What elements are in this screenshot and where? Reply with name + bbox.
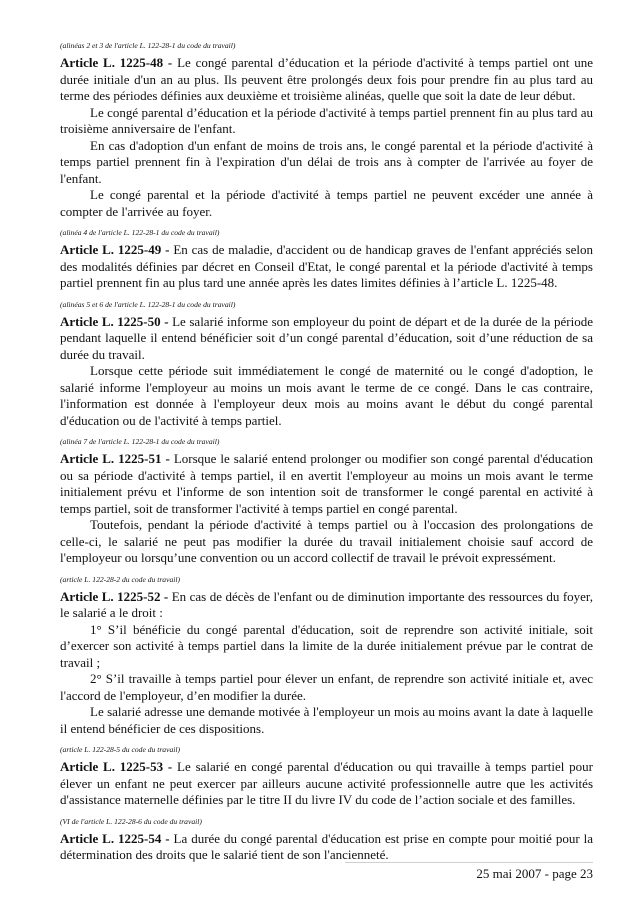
article-text: La durée du congé parental d'éducation est prise en compte pour moitié pour la détermination des droits que le salarié tient de son l'ancienneté. (60, 830, 593, 862)
article-number: Article L. 1225-49 - (60, 242, 170, 257)
source-reference: (VI de l'article L. 122-28-6 du code du travail) (60, 816, 202, 826)
indented-paragraph: Toutefois, pendant la période d'activité à temps partiel ou à l'occasion des prolongations de celle-ci, le salarié ne peut pas modifier la durée du travail initialement choisie sauf accord de l'employeur ou lorsqu’une convention ou un accord collectif de travail le prévoit expressément. (60, 517, 593, 565)
article-text: En cas de maladie, d'accident ou de handicap graves de l'enfant appréciés selon des modalités définies par décret en Conseil d'Etat, le congé parental et la période d'activité à temps partiel prennent fin au plus tard une année après les dates limites définies à l’article L. 1225-48. (60, 242, 593, 290)
article-paragraph (60, 759, 593, 809)
article-text: Le salarié en congé parental d'éducation ou qui travaille à temps partiel pour élever un enfant ne peut exercer par ailleurs aucune activité professionnelle autre que les activités d'assistance maternelle définies par le titre II du livre IV du code de l’action sociale et des familles. (60, 759, 593, 807)
article-block-1225-53 (60, 745, 593, 809)
article-number: Article L. 1225-51 - (60, 451, 170, 466)
article-block-1225-54 (60, 817, 593, 864)
article-number: Article L. 1225-48 - (60, 55, 173, 70)
source-reference: (alinéas 2 et 3 de l'article L. 122-28-1 du code du travail) (60, 41, 236, 50)
document-body (60, 41, 593, 872)
article-paragraph (60, 242, 593, 292)
indented-paragraph: Le congé parental et la période d'activité à temps partiel ne peuvent excéder une année à compter de l'arrivée au foyer. (60, 187, 593, 219)
article-paragraph (60, 55, 593, 105)
article-paragraph (60, 831, 593, 864)
source-reference: (alinéa 4 de l'article L. 122-28-1 du code du travail) (60, 228, 220, 237)
article-number: Article L. 1225-53 - (60, 759, 173, 774)
indented-paragraph: En cas d'adoption d'un enfant de moins de trois ans, le congé parental et la période d'activité à temps partiel prennent fin à l'expiration d'un délai de trois ans à compter de l'arrivée au foyer de l'enfant. (60, 137, 593, 186)
article-paragraph (60, 314, 593, 364)
article-number: Article L. 1225-52 - (60, 588, 169, 604)
article-text: Lorsque le salarié entend prolonger ou modifier son congé parental d'éducation ou sa période d'activité à temps partiel, il en avertit l'employeur au moins un mois avant le terme initialement prévu et l'informe de son intention soit de transformer le congé parental en activité à temps partiel, soit de transformer l'activité à temps partiel en congé parental. (60, 451, 593, 516)
article-block-1225-48 (60, 41, 593, 220)
source-reference: (alinéa 7 de l'article L. 122-28-1 du code du travail) (60, 437, 220, 446)
footer-divider (345, 862, 593, 863)
indented-paragraph: 2° S’il travaille à temps partiel pour élever un enfant, de reprendre son activité initiale et, avec l'accord de l'employeur, d’en modifier la durée. (60, 671, 593, 703)
article-text: En cas de décès de l'enfant ou de diminution importante des ressources du foyer, le salarié a le droit : (60, 588, 593, 620)
source-reference: (alinéas 5 et 6 de l'article L. 122-28-1 du code du travail) (60, 299, 236, 309)
source-reference: (article L. 122-28-5 du code du travail) (60, 745, 181, 754)
source-reference: (article L. 122-28-2 du code du travail) (60, 574, 181, 584)
indented-paragraph: Le salarié adresse une demande motivée à l'employeur un mois au moins avant la date à laquelle il entend bénéficier de ces dispositions. (60, 704, 593, 736)
page-footer: 25 mai 2007 - page 23 (476, 866, 593, 881)
article-paragraph (60, 451, 593, 517)
article-block-1225-50 (60, 300, 593, 430)
article-number: Article L. 1225-54 - (60, 830, 170, 846)
article-number: Article L. 1225-50 - (60, 313, 169, 329)
article-block-1225-51 (60, 437, 593, 567)
article-text: Le salarié informe son employeur du point de départ et de la durée de la période pendant laquelle il entend bénéficier soit d’un congé parental d’éducation, soit d’une réduction de sa durée du travail. (60, 313, 593, 362)
article-block-1225-52 (60, 575, 593, 738)
article-paragraph (60, 589, 593, 622)
article-block-1225-49 (60, 228, 593, 292)
indented-paragraph: 1° S’il bénéficie du congé parental d'éducation, soit de reprendre son activité initiale, soit d’exercer son activité à temps partiel dans la limite de la durée initialement prévue par le contrat de travail ; (60, 621, 593, 670)
indented-paragraph: Lorsque cette période suit immédiatement le congé de maternité ou le congé d'adoption, le salarié informe l'employeur au moins un mois avant le terme de ce congé. Dans le cas contraire, l'information est donnée à l'employeur deux mois au moins avant le début du congé parental d'éducation ou de l'activité à temps partiel. (60, 363, 593, 428)
article-text: Le congé parental d’éducation et la période d'activité à temps partiel ont une durée initiale d'un an au plus. Ils peuvent être prolongés deux fois pour prendre fin au plus tard au terme des périodes définies aux deuxième et troisième alinéas, quelle que soit la date de leur début. (60, 55, 593, 103)
indented-paragraph: Le congé parental d’éducation et la période d'activité à temps partiel prennent fin au plus tard au troisième anniversaire de l'enfant. (60, 104, 593, 136)
